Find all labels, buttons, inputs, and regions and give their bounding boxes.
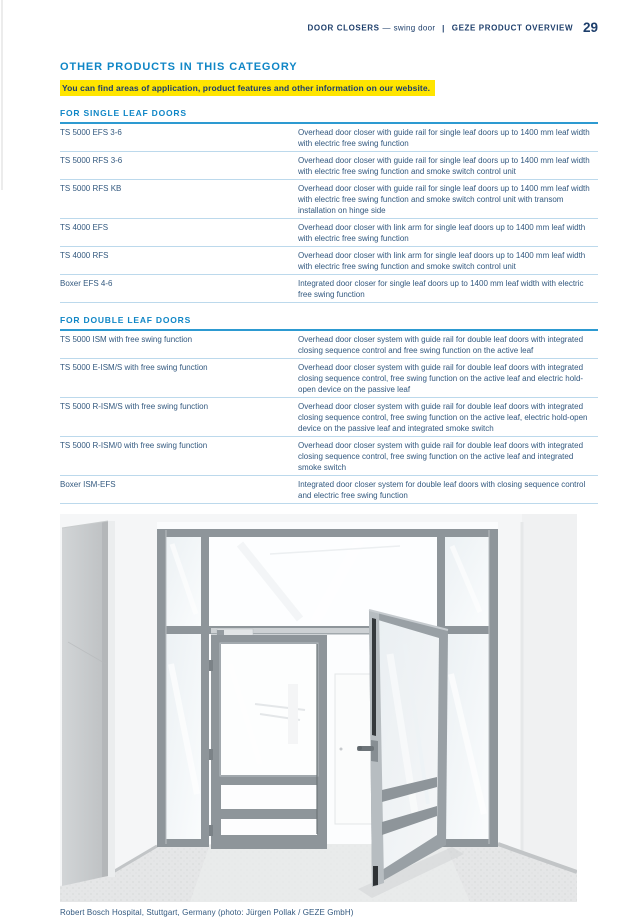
product-name-cell: TS 4000 RFS <box>60 251 109 260</box>
double-leaf-table <box>60 329 598 504</box>
product-name-cell: TS 5000 E-ISM/S with free swing function <box>60 363 208 372</box>
product-name-cell: TS 5000 RFS KB <box>60 184 122 193</box>
table-row <box>60 180 598 219</box>
product-description-cell: Overhead door closer system with guide rail for double leaf doors with integrated closing sequence control, free swing function on the active leaf and integrated smoke switch <box>298 441 584 472</box>
website-note-highlight: You can find areas of application, product features and other information on our website. <box>60 80 435 96</box>
table-row <box>60 152 598 180</box>
table-row <box>60 398 598 437</box>
section-heading-double-leaf: FOR DOUBLE LEAF DOORS <box>60 315 192 325</box>
photo-pillar <box>62 521 108 886</box>
product-description-cell: Overhead door closer with guide rail for single leaf doors up to 1400 mm leaf width with electric free swing function and smoke switch control unit with transom installation on hinge side <box>298 184 590 215</box>
table-row <box>60 359 598 398</box>
product-description-cell: Overhead door closer system with guide rail for double leaf doors with integrated closing sequence control, free swing function on the active leaf, electric hold-open device on the passive leaf and integrated smoke switch <box>298 402 588 433</box>
product-name-cell: TS 5000 RFS 3-6 <box>60 156 123 165</box>
page-title: OTHER PRODUCTS IN THIS CATEGORY <box>60 61 298 73</box>
product-name-cell: TS 5000 R-ISM/0 with free swing function <box>60 441 208 450</box>
product-name-cell: TS 5000 ISM with free swing function <box>60 335 193 344</box>
page-edge-artifact <box>1 0 3 190</box>
product-description-cell: Overhead door closer with link arm for single leaf doors up to 1400 mm leaf width with electric free swing function and smoke switch control unit <box>298 251 586 271</box>
page-number: 29 <box>582 20 598 35</box>
single-leaf-table <box>60 122 598 303</box>
hospital-door-photo <box>60 514 577 902</box>
product-name-cell: TS 5000 R-ISM/S with free swing function <box>60 402 209 411</box>
product-description-cell: Overhead door closer with guide rail for single leaf doors up to 1400 mm leaf width with electric free swing function and smoke switch control unit <box>298 156 590 176</box>
breadcrumb-divider: | <box>442 23 445 33</box>
product-description-cell: Overhead door closer with guide rail for single leaf doors up to 1400 mm leaf width with electric free swing function <box>298 128 590 148</box>
breadcrumb-overview: GEZE PRODUCT OVERVIEW <box>451 23 574 33</box>
product-name-cell: Boxer ISM-EFS <box>60 480 116 489</box>
product-name-cell: TS 4000 EFS <box>60 223 109 232</box>
table-row <box>60 275 598 303</box>
product-description-cell: Integrated door closer for single leaf doors up to 1400 mm leaf width with electric free swing function <box>298 279 584 299</box>
table-row <box>60 219 598 247</box>
page-header <box>60 0 598 35</box>
photo-door-seal <box>372 618 376 736</box>
photo-wall-corner <box>522 514 577 902</box>
breadcrumb-subsection: swing door <box>393 23 436 33</box>
product-name-cell: Boxer EFS 4-6 <box>60 279 113 288</box>
breadcrumb-dash: — <box>382 23 391 33</box>
table-row <box>60 476 598 504</box>
photo-left-door-leaf <box>209 635 327 849</box>
photo-caption: Robert Bosch Hospital, Stuttgart, Germany (photo: Jürgen Pollak / GEZE GmbH) <box>60 908 354 917</box>
product-description-cell: Integrated door closer system for double leaf doors with closing sequence control and electric free swing function <box>298 480 586 500</box>
table-row <box>60 247 598 275</box>
product-description-cell: Overhead door closer with link arm for single leaf doors up to 1400 mm leaf width with electric free swing function <box>298 223 586 243</box>
table-row <box>60 437 598 476</box>
product-name-cell: TS 5000 EFS 3-6 <box>60 128 122 137</box>
product-description-cell: Overhead door closer system with guide rail for double leaf doors with integrated closing sequence control and free swing function on the active leaf <box>298 335 584 355</box>
section-heading-single-leaf: FOR SINGLE LEAF DOORS <box>60 108 187 118</box>
table-row <box>60 331 598 359</box>
breadcrumb-section: DOOR CLOSERS <box>307 23 380 33</box>
product-description-cell: Overhead door closer system with guide rail for double leaf doors with integrated closing sequence control, free swing function on the active leaf and electric hold-open device on the passive leaf <box>298 363 584 394</box>
table-row <box>60 124 598 152</box>
photo-door-lock <box>371 740 378 762</box>
